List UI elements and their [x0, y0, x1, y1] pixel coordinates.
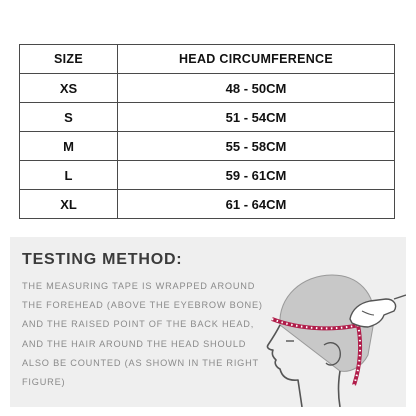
circumference-value: 59 - 61CM	[118, 161, 395, 190]
circumference-value: 55 - 58CM	[118, 132, 395, 161]
circumference-value: 51 - 54CM	[118, 103, 395, 132]
size-label: XS	[20, 74, 118, 103]
head-measurement-illustration	[258, 259, 406, 407]
circumference-value: 61 - 64CM	[118, 190, 395, 219]
size-label: S	[20, 103, 118, 132]
size-row-s	[20, 103, 395, 132]
size-row-l	[20, 161, 395, 190]
size-label: L	[20, 161, 118, 190]
size-row-xl	[20, 190, 395, 219]
testing-method-description: THE MEASURING TAPE IS WRAPPED AROUND THE FOREHEAD (ABOVE THE EYEBROW BONE) AND THE RAISED POINT OF THE BACK HEAD, AND THE HAIR AROUND THE HEAD SHOULD ALSO BE COUNTED (AS SHOWN IN THE RIGHT FIGURE)	[22, 281, 263, 388]
testing-method-panel	[10, 237, 406, 407]
circumference-column-header: HEAD CIRCUMFERENCE	[118, 45, 395, 74]
size-row-m	[20, 132, 395, 161]
size-chart-table	[19, 44, 395, 219]
size-label: M	[20, 132, 118, 161]
size-label: XL	[20, 190, 118, 219]
size-table-header-row	[20, 45, 395, 74]
testing-method-title: TESTING METHOD:	[22, 251, 183, 268]
size-column-header: SIZE	[20, 45, 118, 74]
circumference-value: 48 - 50CM	[118, 74, 395, 103]
size-row-xs	[20, 74, 395, 103]
